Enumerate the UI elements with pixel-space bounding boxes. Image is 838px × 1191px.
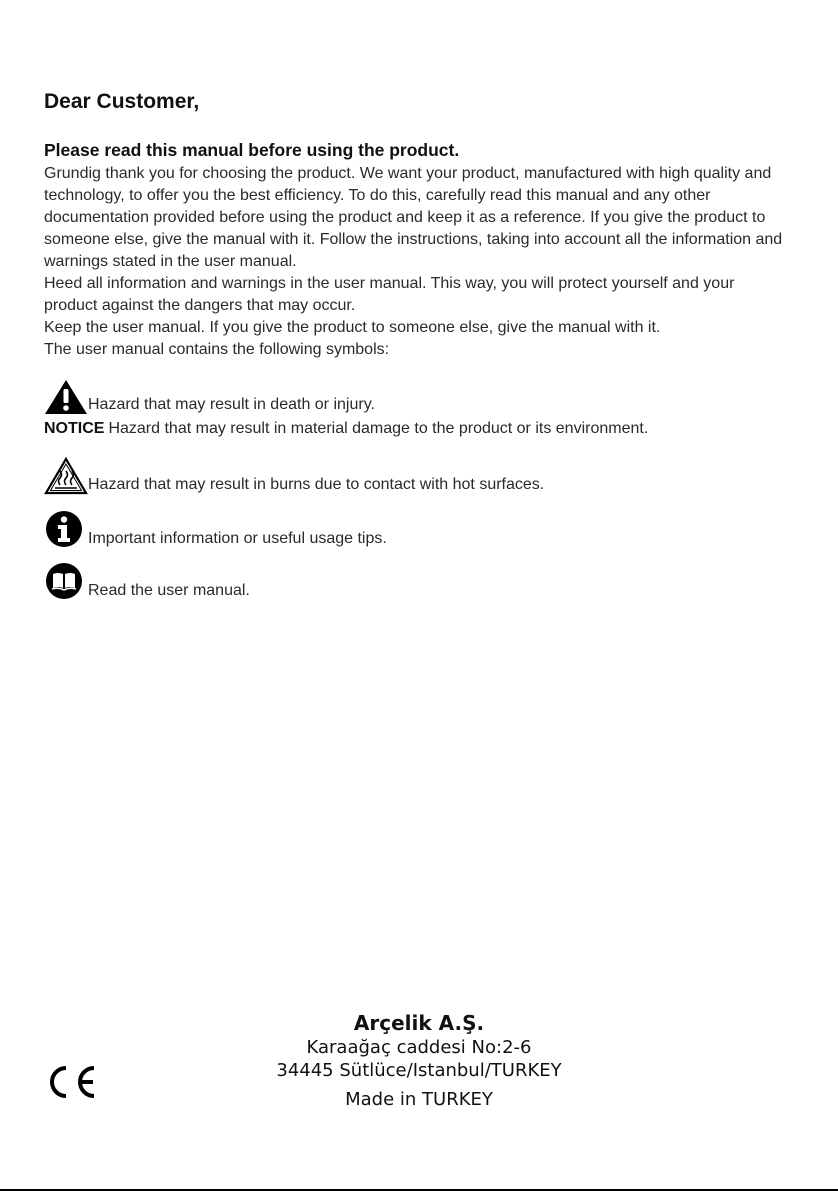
intro-paragraph-2: Heed all information and warnings in the user manual. This way, you will protect yourself and your product against the dangers that may occur.	[44, 275, 735, 314]
symbol-notice	[44, 417, 784, 441]
symbol-danger	[44, 377, 784, 415]
ce-mark-logo	[46, 1064, 102, 1105]
intro-paragraph-4: The user manual contains the following symbols:	[44, 341, 390, 358]
symbol-info	[44, 505, 784, 549]
intro-paragraph-3: Keep the user manual. If you give the product to someone else, give the manual with it.	[44, 319, 661, 336]
company-name: Arçelik A.Ş.	[353, 1011, 485, 1035]
symbol-read-manual	[44, 557, 784, 601]
greeting-heading: Dear Customer,	[44, 90, 200, 113]
symbol-read-manual-text: Read the user manual.	[88, 582, 250, 599]
read-manual-heading: Please read this manual before using the product.	[44, 140, 460, 160]
symbol-hot-surface	[44, 453, 784, 495]
address-line-2: 34445 Sütlüce/Istanbul/TURKEY	[276, 1060, 562, 1081]
warning-triangle-icon	[44, 379, 88, 415]
symbol-info-text: Important information or useful usage tips.	[88, 530, 387, 547]
made-in-text: Made in TURKEY	[345, 1089, 493, 1110]
notice-label: NOTICE	[44, 420, 105, 437]
manual-intro	[44, 90, 784, 601]
hot-surface-icon	[44, 457, 88, 495]
intro-paragraph-1: Grundig thank you for choosing the product. We want your product, manufactured with high quality and technology, to offer you the best efficiency. To do this, carefully read this manual and any other documentation provided before using the product and keep it as a reference. If you give the product to someone else, give the manual with it. Follow the instructions, taking into account all the information and warnings stated in the user manual.	[44, 165, 783, 270]
info-icon	[44, 509, 88, 549]
symbol-notice-text: Hazard that may result in material damage to the product or its environment.	[108, 420, 649, 437]
address-line-1: Karaağaç caddesi No:2-6	[306, 1037, 532, 1058]
symbol-danger-text: Hazard that may result in death or injury.	[88, 396, 375, 413]
read-manual-icon	[44, 561, 88, 601]
symbol-hot-surface-text: Hazard that may result in burns due to contact with hot surfaces.	[88, 476, 545, 493]
manufacturer-address	[0, 1010, 838, 1111]
intro-text	[44, 163, 784, 361]
